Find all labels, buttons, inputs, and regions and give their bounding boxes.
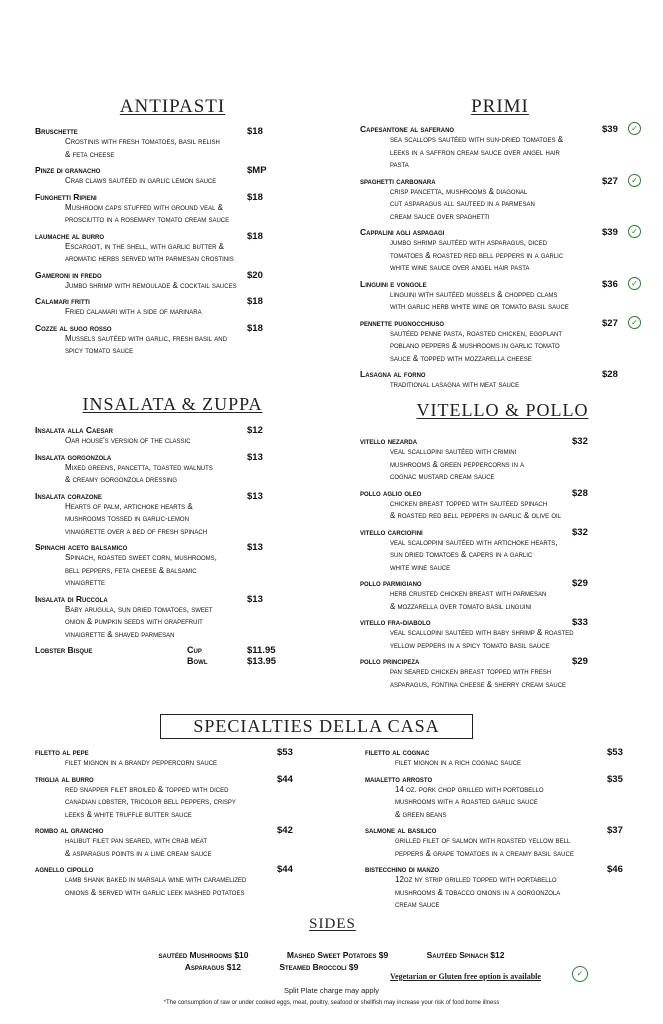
item-description: white wine sauce over angel hair pasta	[390, 263, 530, 272]
item-description: herb crusted chicken breast with parmesan	[390, 589, 547, 598]
menu-item	[360, 578, 640, 613]
item-description: halibut filet pan seared, with crab meat	[65, 836, 208, 845]
menu-item	[360, 527, 640, 575]
menu-item	[35, 323, 305, 358]
veg-note	[390, 972, 541, 981]
item-description: Oar house's version of the classic	[65, 436, 191, 445]
item-price: $29	[572, 656, 588, 667]
item-description: sauce & topped with mozzarella cheese	[390, 353, 532, 363]
item-description: Jumbo shrimp with remoulade & cocktail sauces	[65, 280, 237, 290]
item-description: pan seared chicken breast topped with fresh	[390, 667, 552, 676]
sides-title: SIDES	[309, 916, 356, 932]
menu-item	[35, 542, 305, 590]
item-name: Linguini e vongole	[360, 278, 427, 289]
item-description: red snapper filet broiled & topped with diced	[65, 784, 229, 794]
item-description: white wine sauce	[390, 562, 451, 572]
item-description: peppers & grape tomatoes in a creamy basil sauce	[395, 848, 574, 858]
item-description: tomatoes & roasted red bell peppers in a garlic	[390, 250, 564, 260]
menu-item	[360, 318, 640, 366]
menu-item	[360, 617, 640, 652]
item-description: & green beans	[395, 809, 447, 819]
bisque-cup-price: $11.95	[247, 645, 276, 656]
item-name: Spinachi aceto balsamico	[35, 542, 128, 552]
menu-item	[35, 491, 305, 539]
item-description: mushrooms with a roasted garlic sauce	[395, 797, 538, 806]
item-name: Insalata gorgonzola	[35, 451, 112, 462]
item-description: veal scallopini sautéed with baby shrimp & roasted	[390, 628, 574, 637]
item-price: $46	[607, 864, 623, 875]
item-description: filet mignon in a rich cognac sauce	[395, 758, 522, 767]
item-description: cut asparagus all sauteed in a parmesan	[390, 199, 535, 208]
menu-item	[35, 270, 305, 293]
item-price: $27	[602, 175, 618, 187]
item-name: filetto al pepe	[35, 747, 89, 757]
item-price: $18	[247, 230, 263, 242]
item-description: leeks & white truffle butter sauce	[65, 809, 192, 819]
menu-item	[35, 594, 305, 642]
item-description: Mussels sautéed with garlic, fresh basil and	[65, 333, 227, 343]
specialties-left-list	[35, 747, 305, 903]
item-name: rombo al granchio	[35, 825, 104, 835]
item-price: $42	[277, 825, 293, 836]
specialties-title: SPECIALTIES DELLA CASA	[160, 714, 473, 739]
menu-item	[360, 176, 640, 224]
insalata-title: INSALATA & ZUPPA	[82, 394, 263, 414]
item-name: triglia al burro	[35, 773, 94, 784]
item-description: sautéed penne pasta, roasted chicken, eggplant	[390, 328, 563, 338]
menu-item	[360, 227, 640, 275]
veg-option-icon: ✓	[628, 277, 641, 290]
item-name: laumache al burro	[35, 230, 105, 241]
item-description: aromatic herbs served with parmesan crostinis	[65, 254, 234, 263]
side-mushrooms: sautéed Mushrooms $10	[158, 950, 249, 960]
item-name: vitello fra-diabolo	[360, 617, 431, 627]
item-name: vitello carciofini	[360, 526, 423, 537]
item-name: Insalata alla Caesar	[35, 425, 113, 435]
item-description: onion & pumpkin seeds with grapefruit	[65, 617, 203, 626]
item-price: $20	[247, 269, 263, 281]
item-price: $18	[247, 322, 263, 334]
menu-item	[360, 436, 640, 484]
item-price: $28	[602, 369, 618, 380]
menu-item	[35, 425, 305, 448]
item-description: & mozzarella over tomato basil linguini	[390, 601, 532, 611]
item-name: vitello nezarda	[360, 436, 418, 446]
menu-item	[35, 747, 305, 770]
menu-item	[35, 192, 305, 227]
item-price: $32	[572, 526, 588, 538]
item-price: $39	[602, 124, 618, 135]
menu-item	[360, 488, 640, 523]
item-description: & feta cheese	[65, 149, 115, 159]
menu-item	[35, 126, 305, 161]
item-description: poblano peppers & mushrooms in garlic tomato	[390, 341, 560, 350]
item-description: asparagus, fontina cheese & sherry cream sauce	[390, 679, 567, 689]
item-name: agnello cipollo	[35, 864, 94, 874]
item-description: vinaigrette	[65, 578, 106, 587]
item-name: Lasagna al forno	[360, 369, 426, 379]
item-description: crisp pancetta, mushrooms & diagonal	[390, 186, 528, 196]
item-name: filetto al cognac	[365, 747, 430, 757]
item-price: $53	[607, 747, 623, 758]
item-description: mushrooms tossed in garlic-lemon	[65, 514, 189, 523]
bisque-cup-label: Cup	[187, 645, 202, 655]
item-price: $29	[572, 578, 588, 589]
item-name: Insalata di Ruccola	[35, 593, 108, 604]
item-description: sea scallops sautéed with sun-dried tomatoes &	[390, 135, 564, 144]
item-price: $13	[247, 490, 263, 502]
item-name: Gameroni in fredo	[35, 269, 102, 280]
split-plate-note: Split Plate charge may apply	[283, 986, 380, 995]
item-description: yellow peppers in a spicy tomato basil sauce	[390, 640, 550, 650]
menu-item	[360, 369, 640, 392]
veg-option-icon: ✓	[628, 225, 641, 238]
item-name: Cozze al sugo rosso	[35, 322, 112, 333]
menu-item	[35, 231, 305, 266]
item-description: veal scaloppini sautéed with artichoke hearts,	[390, 537, 558, 547]
vitello-list	[360, 436, 640, 695]
item-name: pollo principeza	[360, 656, 420, 666]
item-description: filet mignon in a brandy peppercorn sauce	[65, 758, 218, 767]
menu-item	[35, 774, 305, 822]
item-description: canadian lobster, tricolor bell peppers, crispy	[65, 797, 236, 806]
item-description: jumbo shrimp sautéed with asparagus, diced	[390, 238, 547, 247]
item-price: $36	[602, 278, 618, 290]
menu-item	[365, 747, 645, 770]
veg-legend-icon: ✓	[572, 966, 588, 982]
item-name: Pinze di granacho	[35, 165, 101, 175]
item-description: Hearts of palm, artichoke hearts &	[65, 501, 193, 511]
item-price: $33	[572, 617, 588, 628]
item-description: traditional lasagna with meat sauce	[390, 380, 520, 389]
primi-list	[360, 124, 640, 396]
item-price: $37	[607, 825, 623, 836]
item-name: Capesantone al saferano	[360, 124, 455, 134]
item-description: leeks in a saffron cream sauce over angel hair	[390, 147, 560, 157]
item-price: $32	[572, 436, 588, 447]
antipasti-list	[35, 126, 305, 362]
item-price: $13	[247, 542, 263, 553]
item-price: $39	[602, 227, 618, 238]
veg-note-text: Vegetarian or Gluten free option is available	[390, 972, 541, 981]
item-price: $MP	[247, 165, 267, 176]
menu-item	[35, 165, 305, 188]
item-price: $12	[247, 425, 263, 436]
menu-item	[35, 825, 305, 860]
item-description: Crostinis with fresh tomatoes, basil relish	[65, 137, 220, 146]
side-broccoli: Steamed Broccoli $9	[279, 962, 359, 972]
item-name: Insalata corazone	[35, 490, 102, 501]
item-description: bell peppers, feta cheese & balsamic	[65, 565, 197, 575]
item-description: sun dried tomatoes & capers in a garlic	[390, 550, 533, 559]
item-name: salmone al basilico	[365, 825, 437, 835]
menu-item	[360, 279, 640, 314]
item-description: linguini with sautéed mussels & chopped clams	[390, 289, 558, 299]
item-name: pennette pugnocchiuso	[360, 317, 445, 328]
disclaimer: *The consumption of raw or under cooked eggs, meat, poultry, seafood or shellfish may increase your risk of food borne illness	[163, 1000, 500, 1006]
item-description: & roasted red bell peppers in garlic & olive oil	[390, 511, 562, 520]
item-price: $44	[277, 864, 293, 875]
item-name: spaghetti carbonara	[360, 175, 436, 186]
item-description: mushrooms & green peppercorns in a	[390, 459, 525, 469]
item-description: Mixed greens, pancetta, toasted walnuts	[65, 462, 213, 472]
menu-item	[35, 864, 305, 899]
item-description: pasta	[390, 160, 409, 169]
item-description: cognac mustard cream sauce	[390, 472, 495, 481]
item-description: & creamy gorgonzola dressing	[65, 475, 178, 484]
item-description: Crab claws sautéed in garlic lemon sauce	[65, 176, 217, 185]
menu-item	[35, 452, 305, 487]
veg-option-icon: ✓	[628, 122, 641, 135]
item-name: Bruschette	[35, 126, 78, 136]
item-description: 14 oz. pork chop grilled with portobello	[395, 784, 544, 794]
item-name: maialetto arrosto	[365, 773, 433, 784]
menu-item	[365, 825, 645, 860]
item-description: cream sauce	[395, 900, 440, 909]
item-description: prosciutto in a rosemary tomato cream sauce	[65, 215, 230, 224]
item-price: $53	[277, 747, 293, 758]
item-name: pollo aglio oleo	[360, 487, 422, 498]
item-price: $13	[247, 593, 263, 605]
item-name: pollo parmigiano	[360, 578, 422, 588]
veg-option-icon: ✓	[628, 174, 641, 187]
item-description: & asparagus points in a lime cream sauce	[65, 848, 212, 858]
sides-row-2	[0, 962, 603, 972]
item-price: $18	[247, 126, 263, 137]
side-spinach: Sautéed Spinach $12	[426, 950, 505, 960]
item-name: Calamari fritti	[35, 296, 90, 306]
item-price: $27	[602, 317, 618, 329]
veg-option-icon: ✓	[628, 316, 641, 329]
lobster-bisque	[35, 645, 305, 669]
primi-title: PRIMI	[471, 96, 529, 117]
item-description: vinaigrette over a bed of fresh spinach	[65, 526, 208, 536]
item-description: vinaigrette & shaved parmesan	[65, 629, 175, 639]
bisque-bowl-price: $13.95	[247, 656, 277, 667]
menu-item	[360, 656, 640, 691]
antipasti-title: ANTIPASTI	[119, 96, 226, 117]
item-description: onions & served with garlic leek mashed potatoes	[65, 887, 245, 897]
item-price: $13	[247, 451, 263, 463]
item-description: lamb shank baked in marsala wine with caramelized	[65, 875, 247, 884]
item-description: Baby arugula, sun dried tomatoes, sweet	[65, 604, 213, 614]
item-description: Fried calamari with a side of marinara	[65, 307, 202, 316]
item-description: Mushroom caps stuffed with ground veal &	[65, 202, 224, 212]
item-description: 12oz ny strip grilled topped with portabello	[395, 875, 557, 884]
item-name: bistecchino di manzo	[365, 864, 440, 874]
item-description: veal scallopini sautéed with crimini	[390, 447, 517, 456]
side-asparagus: Asparagus $12	[184, 962, 241, 972]
menu-item	[35, 296, 305, 319]
sides-row-1	[0, 950, 663, 960]
side-sweet-potatoes: Mashed Sweet Potatoes $9	[286, 950, 389, 960]
item-price: $28	[572, 487, 588, 499]
specialties-right-list	[365, 747, 645, 916]
item-price: $18	[247, 191, 263, 203]
item-description: spicy tomato sauce	[65, 346, 134, 355]
item-description: with garlic herb white wine or tomato basil sauce	[390, 302, 569, 311]
item-description: mushrooms & tobacco onions in a gorgonzola	[395, 887, 561, 897]
item-description: cream sauce over spaghetti	[390, 211, 490, 221]
item-price: $44	[277, 773, 293, 785]
item-price: $18	[247, 296, 263, 307]
insalata-list	[35, 425, 305, 673]
item-description: grilled filet of salmon with roasted yellow bell	[395, 836, 571, 845]
menu-item	[360, 124, 640, 172]
item-price: $35	[607, 773, 623, 785]
item-description: chicken breast topped with sautéed spinach	[390, 498, 548, 508]
vitello-title: VITELLO & POLLO	[416, 400, 589, 420]
menu-item	[365, 774, 645, 822]
menu-item	[365, 864, 645, 912]
item-name: Cappalini agli aspagagi	[360, 227, 445, 237]
item-description: Escargot, in the shell, with garlic butter &	[65, 241, 225, 251]
item-description: Spinach, roasted sweet corn, mushrooms,	[65, 553, 217, 562]
bisque-name: Lobster Bisque	[35, 645, 93, 655]
bisque-bowl-label: Bowl	[187, 656, 208, 666]
item-name: Funghetti Ripieni	[35, 191, 97, 202]
